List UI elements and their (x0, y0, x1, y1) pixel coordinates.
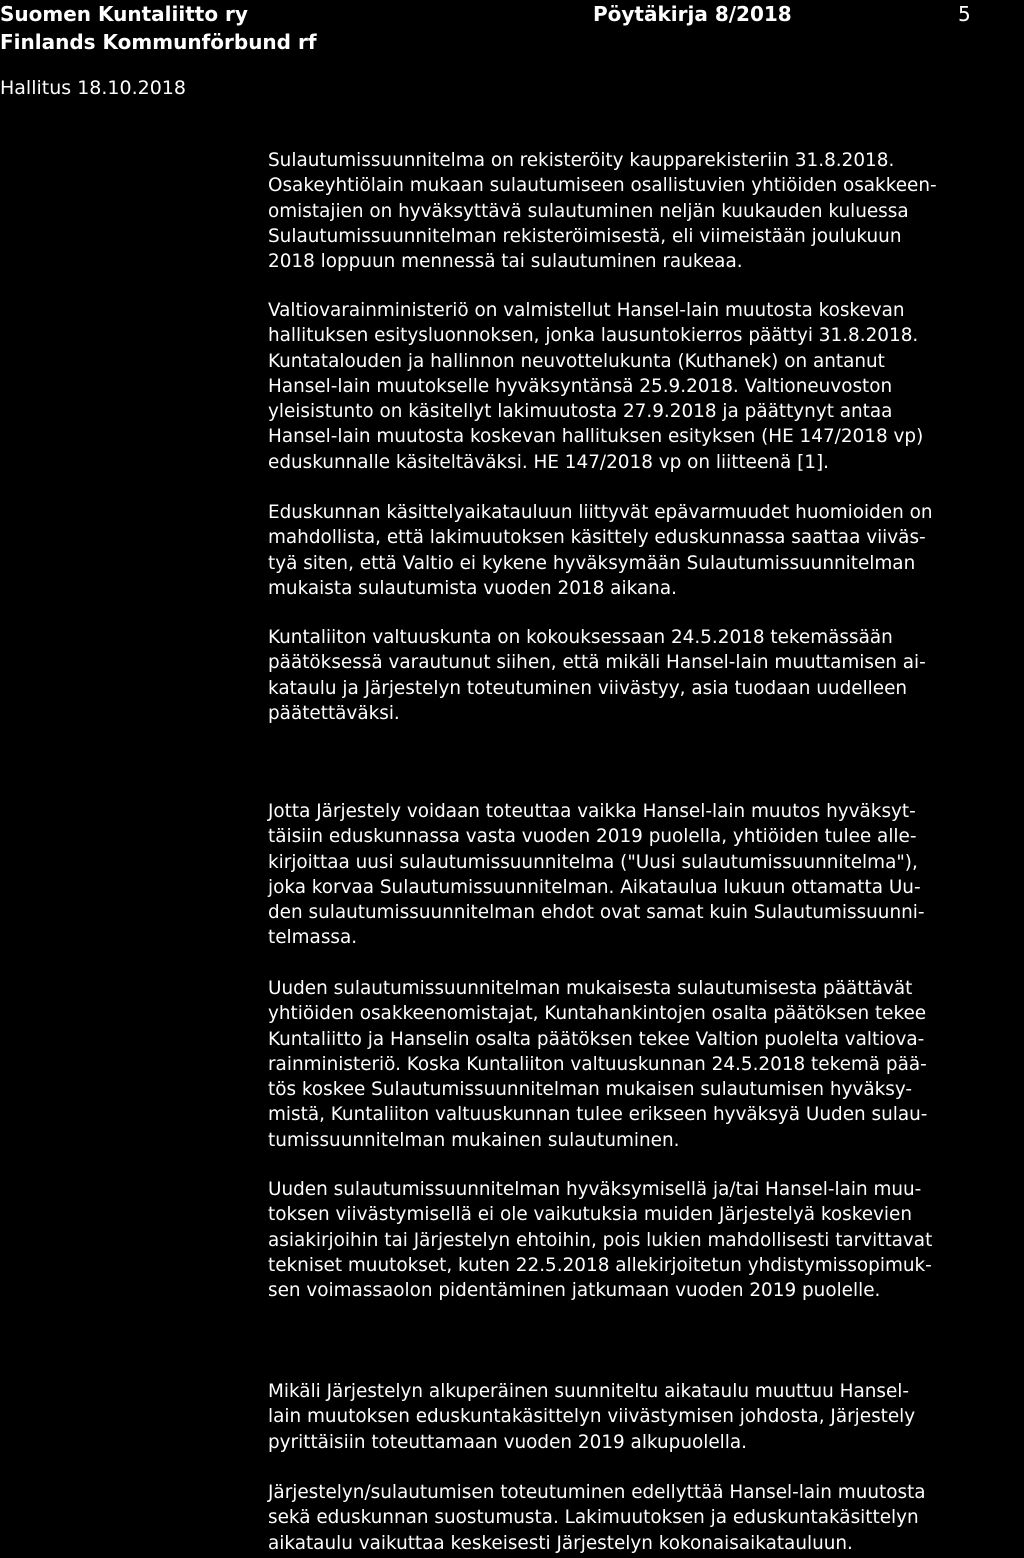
document-title: Pöytäkirja 8/2018 (593, 2, 792, 26)
paragraph-line: omistajien on hyväksyttävä sulautuminen neljän kuukauden kuluessa (268, 200, 909, 222)
paragraph-line: Sulautumissuunnitelma on rekisteröity kaupparekisteriin 31.8.2018. (268, 150, 895, 171)
paragraph-line: mistä, Kuntaliiton valtuuskunnan tulee erikseen hyväksyä Uuden sulau- (268, 1104, 928, 1126)
paragraph-line: Osakeyhtiölain mukaan sulautumiseen osallistuvien yhtiöiden osakkeen- (268, 175, 937, 197)
paragraph-line: yleisistunto on käsitellyt lakimuutosta 27.9.2018 ja päättynyt antaa (268, 401, 893, 423)
paragraph-line: päätettäväksi. (268, 702, 400, 724)
paragraph-line: Uuden sulautumissuunnitelman mukaisesta sulautumisesta päättävät (268, 978, 913, 999)
organization-name-fi: Suomen Kuntaliitto ry (0, 2, 248, 26)
paragraph-line: Kuntaliitto ja Hanselin osalta päätöksen tekee Valtion puolelta valtiova- (268, 1028, 925, 1050)
paragraph-line: Jotta Järjestely voidaan toteuttaa vaikka Hansel-lain muutos hyväksyt- (268, 801, 916, 822)
paragraph-line: Sulautumissuunnitelman rekisteröimisestä, eli viimeistään joulukuun (268, 225, 902, 247)
paragraph-line: joka korvaa Sulautumissuunnitelman. Aikataulua lukuun ottamatta Uu- (268, 876, 921, 898)
paragraph-merger-plan-registered (268, 148, 937, 274)
paragraph-schedule-change (268, 1379, 915, 1455)
page-number: 5 (958, 2, 971, 26)
paragraph-line: Eduskunnan käsittelyaikatauluun liittyvät epävarmuudet huomioiden on (268, 502, 933, 523)
paragraph-no-effect-on-documents (268, 1177, 932, 1303)
paragraph-line: täisiin eduskunnassa vasta vuoden 2019 puolella, yhtiöiden tulee alle- (268, 826, 917, 848)
paragraph-hansel-law-amendment (268, 298, 923, 475)
paragraph-new-merger-plan (268, 799, 925, 951)
paragraph-line: kirjoittaa uusi sulautumissuunnitelma ("Uusi sulautumissuunnitelma"), (268, 851, 918, 873)
paragraph-line: sekä eduskunnan suostumusta. Lakimuutoksen ja eduskuntakäsittelyn (268, 1507, 919, 1529)
organization-name-sv: Finlands Kommunförbund rf (0, 30, 317, 54)
paragraph-line: mukaista sulautumista vuoden 2018 aikana. (268, 577, 677, 599)
paragraph-line: rainministeriö. Koska Kuntaliiton valtuuskunnan 24.5.2018 tekemä pää- (268, 1053, 927, 1075)
paragraph-line: toksen viivästymisellä ei ole vaikutuksia muiden Järjestelyä koskevien (268, 1204, 912, 1226)
paragraph-line: tumissuunnitelman mukainen sulautuminen. (268, 1129, 680, 1151)
paragraph-line: asiakirjoihin tai Järjestelyn ehtoihin, pois lukien mahdollisesti tarvittavat (268, 1229, 933, 1251)
paragraph-merger-requirements (268, 1480, 926, 1556)
paragraph-parliament-schedule (268, 500, 933, 601)
paragraph-line: Mikäli Järjestelyn alkuperäinen suunniteltu aikataulu muuttuu Hansel- (268, 1381, 910, 1402)
paragraph-line: sen voimassaolon pidentäminen jatkumaan vuoden 2019 puolelle. (268, 1280, 881, 1302)
paragraph-line: lain muutoksen eduskuntakäsittelyn viivästymisen johdosta, Järjestely (268, 1406, 916, 1428)
paragraph-line: yhtiöiden osakkeenomistajat, Kuntahankintojen osalta päätöksen tekee (268, 1003, 927, 1025)
paragraph-line: Kuntaliiton valtuuskunta on kokouksessaan 24.5.2018 tekemässään (268, 627, 893, 648)
paragraph-line: hallituksen esitysluonnoksen, jonka lausuntokierros päättyi 31.8.2018. (268, 325, 919, 347)
paragraph-line: Uuden sulautumissuunnitelman hyväksymisellä ja/tai Hansel-lain muu- (268, 1179, 922, 1200)
paragraph-line: Valtiovarainministeriö on valmistellut Hansel-lain muutosta koskevan (268, 300, 905, 321)
meeting-info: Hallitus 18.10.2018 (0, 77, 186, 99)
paragraph-line: den sulautumissuunnitelman ehdot ovat samat kuin Sulautumissuunni- (268, 902, 925, 924)
paragraph-line: pyrittäisiin toteuttamaan vuoden 2019 alkupuolella. (268, 1431, 748, 1453)
paragraph-council-decision (268, 625, 926, 726)
paragraph-line: Järjestelyn/sulautumisen toteutuminen edellyttää Hansel-lain muutosta (268, 1482, 926, 1503)
paragraph-line: päätöksessä varautunut siihen, että mikäli Hansel-lain muuttamisen ai- (268, 652, 926, 674)
paragraph-line: tekniset muutokset, kuten 22.5.2018 allekirjoitetun yhdistymissopimuk- (268, 1254, 932, 1276)
paragraph-line: 2018 loppuun mennessä tai sulautuminen raukeaa. (268, 251, 743, 273)
paragraph-merger-decision-makers (268, 976, 927, 1153)
paragraph-line: tyä siten, että Valtio ei kykene hyväksymään Sulautumissuunnitelman (268, 552, 916, 574)
paragraph-line: aikataulu vaikuttaa keskeisesti Järjestelyn kokonaisaikatauluun. (268, 1532, 853, 1554)
paragraph-line: Hansel-lain muutosta koskevan hallituksen esityksen (HE 147/2018 vp) (268, 426, 924, 448)
paragraph-line: kataulu ja Järjestelyn toteutuminen viivästyy, asia tuodaan uudelleen (268, 677, 908, 699)
paragraph-line: Hansel-lain muutokselle hyväksyntänsä 25.9.2018. Valtioneuvoston (268, 375, 893, 397)
paragraph-line: Kuntatalouden ja hallinnon neuvottelukunta (Kuthanek) on antanut (268, 350, 885, 372)
paragraph-line: mahdollista, että lakimuutoksen käsittely eduskunnassa saattaa viiväs- (268, 527, 926, 549)
paragraph-line: tös koskee Sulautumissuunnitelman mukaisen sulautumisen hyväksy- (268, 1079, 913, 1101)
paragraph-line: telmassa. (268, 927, 358, 949)
paragraph-line: eduskunnalle käsiteltäväksi. HE 147/2018 vp on liitteenä [1]. (268, 451, 829, 473)
